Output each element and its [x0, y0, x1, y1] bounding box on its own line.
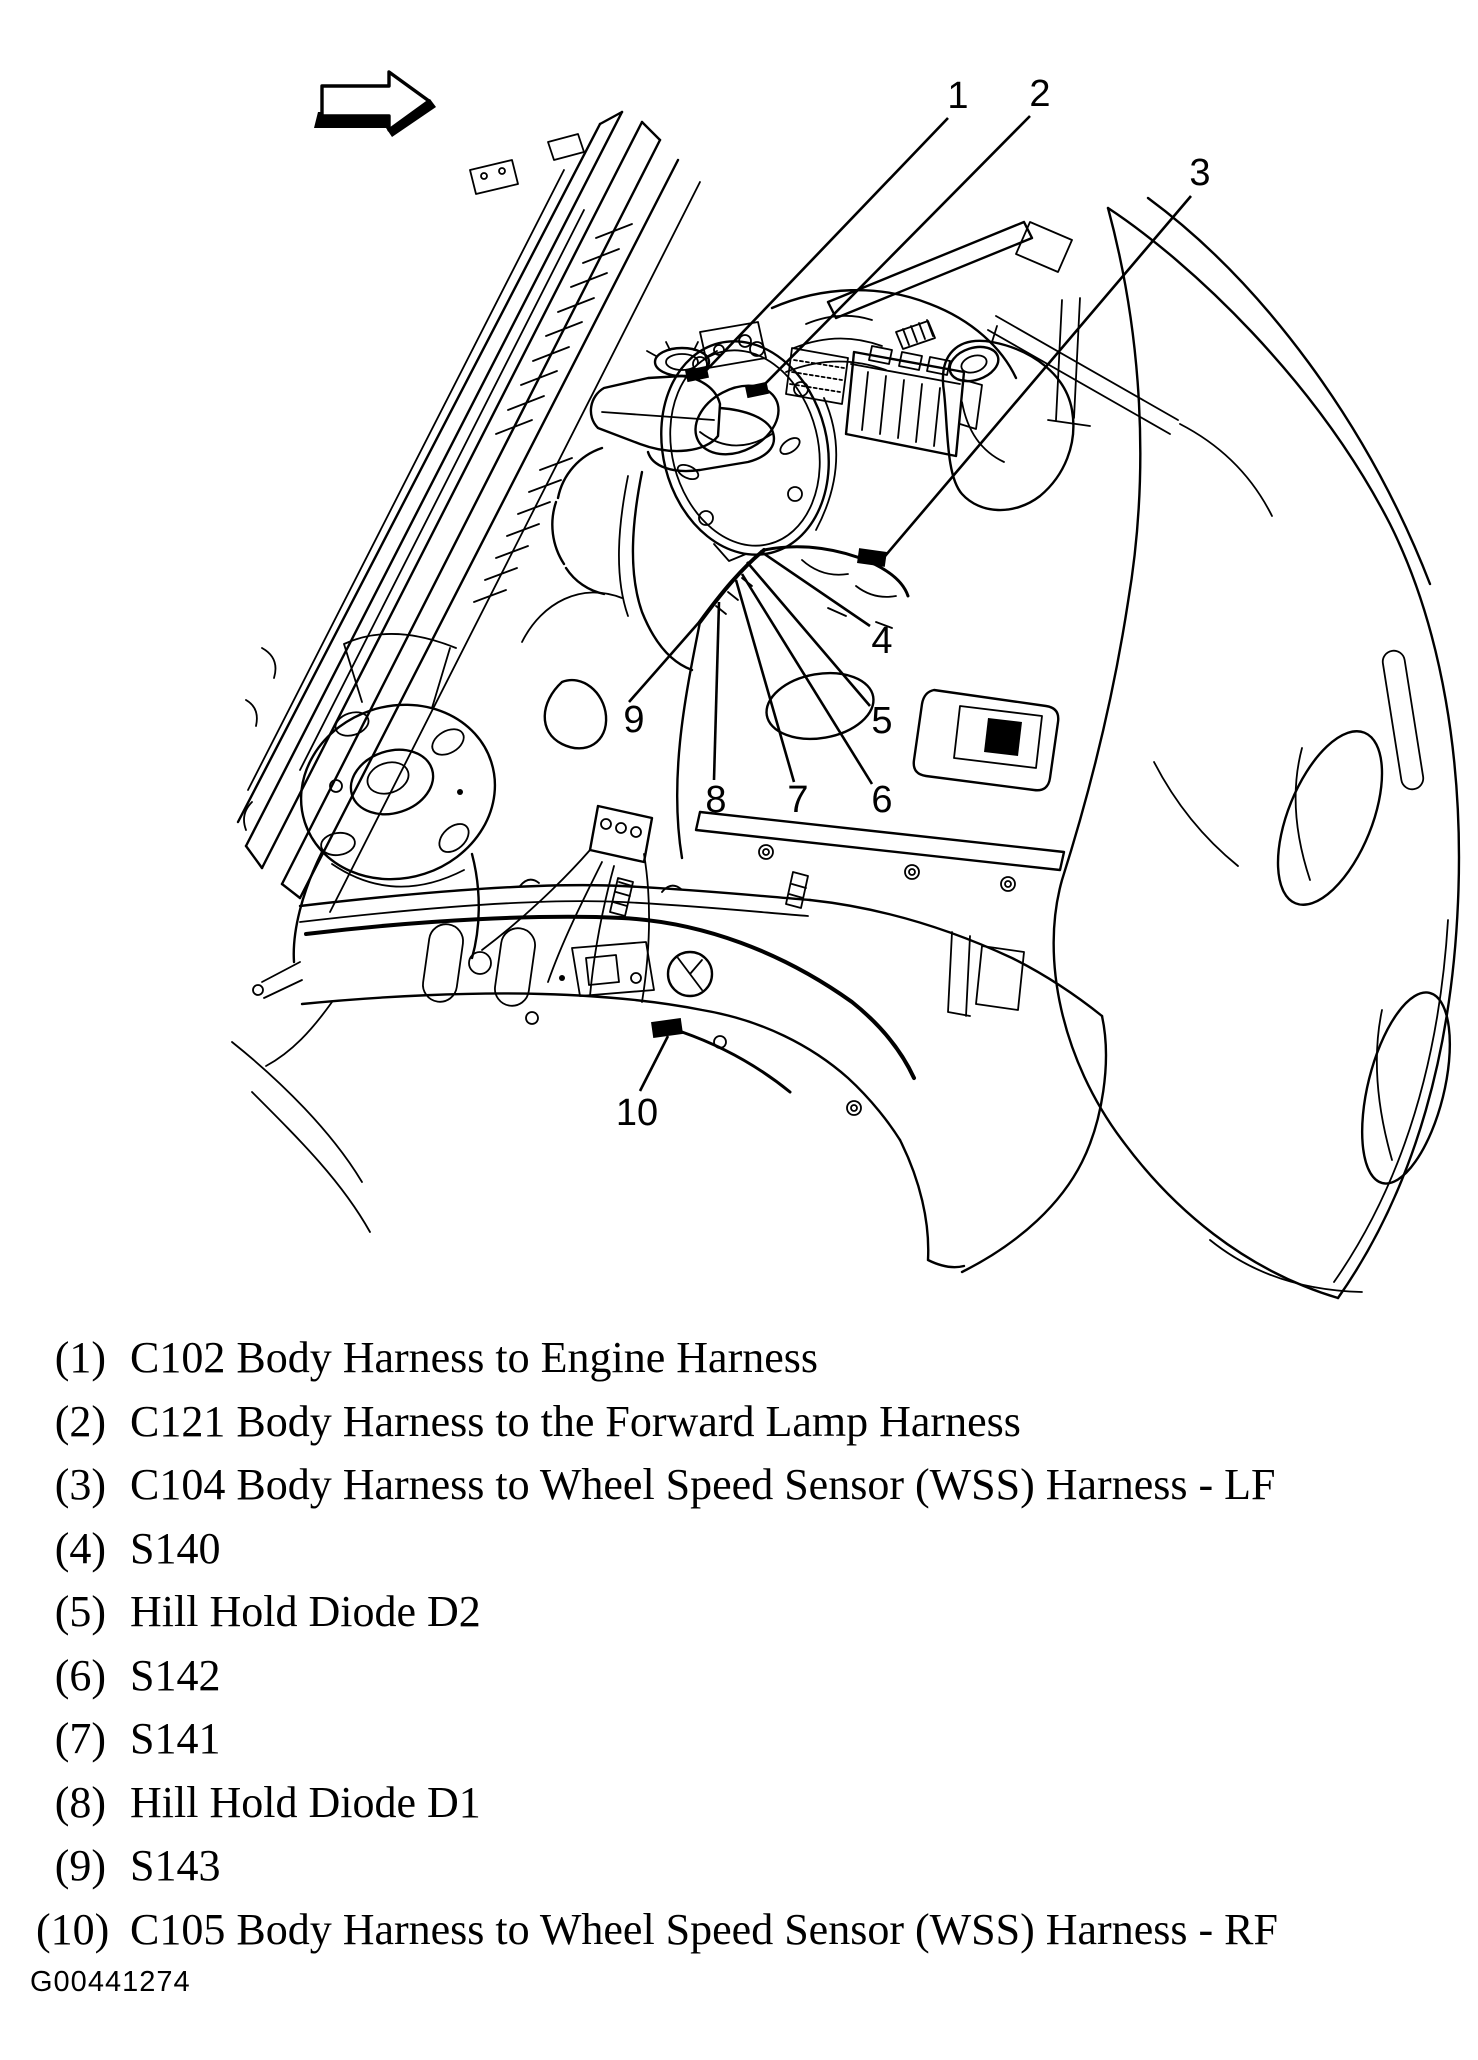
legend-item	[36, 1453, 1456, 1517]
figure-code: G00441274	[30, 1966, 191, 1998]
legend-item	[36, 1390, 1456, 1454]
legend-item	[36, 1834, 1456, 1898]
leader-line-2	[757, 116, 1030, 392]
callout-label-1: 1	[947, 75, 969, 117]
legend-item-number: (5)	[54, 1587, 106, 1636]
legend-item	[36, 1517, 1456, 1581]
callout-label-5: 5	[871, 700, 893, 742]
legend-item-text: Hill Hold Diode D2	[130, 1587, 481, 1636]
legend-item-text: S140	[130, 1523, 221, 1573]
legend-item-number: (9)	[54, 1841, 106, 1890]
legend-item-number: (4)	[54, 1523, 106, 1573]
callout-label-9: 9	[623, 699, 645, 741]
leader-line-8	[714, 602, 719, 780]
spring-seat-plate	[278, 634, 518, 962]
subframe	[232, 872, 1106, 1272]
legend-item-number: (2)	[54, 1396, 106, 1446]
leader-line-6	[742, 574, 872, 784]
legend-item-text: S143	[130, 1841, 221, 1890]
legend-item-number: (10)	[36, 1904, 110, 1954]
connector-c105	[651, 1018, 683, 1038]
legend-item	[36, 1326, 1456, 1390]
legend-item	[36, 1580, 1456, 1644]
legend-item-text: S141	[130, 1714, 221, 1763]
legend-item	[36, 1771, 1456, 1835]
callout-labels	[616, 73, 1211, 1134]
callout-label-3: 3	[1189, 152, 1211, 194]
callout-label-2: 2	[1029, 73, 1051, 115]
legend	[36, 1326, 1456, 1961]
legend-item-number: (7)	[54, 1714, 106, 1763]
legend-item-number: (1)	[54, 1333, 106, 1382]
radiator-support	[828, 222, 1178, 434]
legend-item	[36, 1898, 1456, 1962]
legend-item-text: C105 Body Harness to Wheel Speed Sensor (WSS) Harness - RF	[130, 1904, 1278, 1954]
leader-line-9	[629, 620, 701, 702]
cowl-structure	[238, 112, 700, 912]
callout-label-6: 6	[871, 779, 893, 821]
legend-item-text: C121 Body Harness to the Forward Lamp Harness	[130, 1396, 1021, 1446]
legend-item-number: (3)	[54, 1460, 106, 1509]
legend-item	[36, 1644, 1456, 1708]
callout-label-10: 10	[615, 1092, 659, 1134]
leader-line-10	[640, 1036, 668, 1091]
legend-item-text: C104 Body Harness to Wheel Speed Sensor (WSS) Harness - LF	[130, 1460, 1276, 1509]
washer-bottle	[896, 320, 1073, 510]
legend-item	[36, 1707, 1456, 1771]
legend-item-number: (8)	[54, 1777, 106, 1827]
callout-label-8: 8	[705, 779, 727, 821]
bumper-fascia	[1054, 198, 1467, 1298]
callout-label-4: 4	[871, 620, 893, 662]
direction-arrow-icon	[314, 72, 436, 137]
legend-item-text: S142	[130, 1650, 221, 1700]
legend-item-text: Hill Hold Diode D1	[130, 1777, 481, 1827]
leader-line-4	[760, 551, 870, 626]
leader-line-3	[880, 196, 1191, 562]
legend-item-number: (6)	[54, 1650, 106, 1700]
legend-item-text: C102 Body Harness to Engine Harness	[130, 1333, 819, 1382]
callout-label-7: 7	[787, 779, 809, 821]
